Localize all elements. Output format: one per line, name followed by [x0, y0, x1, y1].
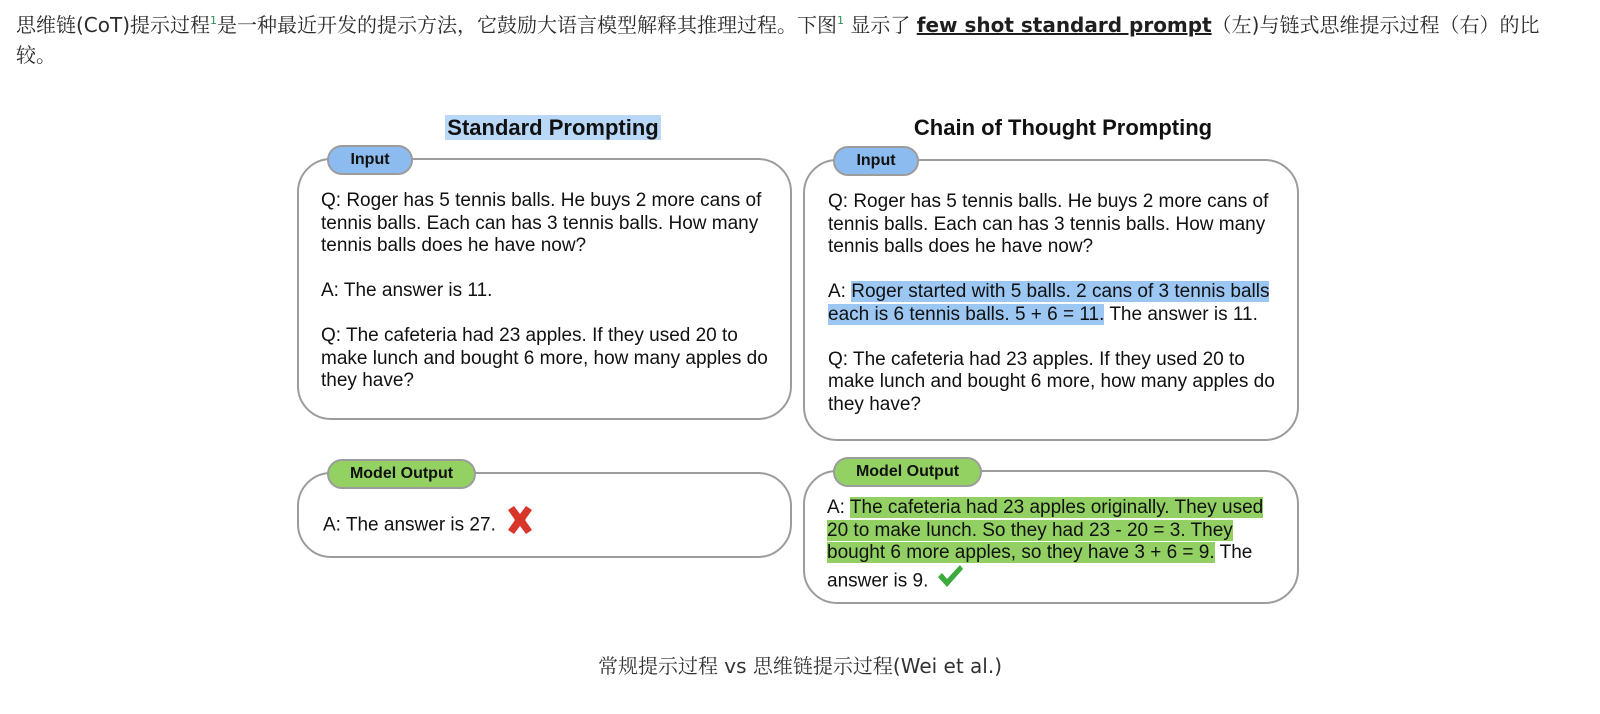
footnote-ref-2[interactable]: 1 [837, 14, 845, 27]
standard-q2: Q: The cafeteria had 23 apples. If they used 20 to make lunch and bought 6 more, how many apples do they have? [321, 325, 768, 391]
check-icon [936, 563, 964, 596]
standard-a1: A: The answer is 11. [321, 280, 493, 301]
standard-output-label: Model Output [327, 459, 476, 489]
cot-output-box [803, 470, 1299, 604]
cot-title: Chain of Thought Prompting [913, 115, 1213, 140]
cot-a1-suffix: The answer is 11. [1104, 303, 1258, 325]
cot-q2: Q: The cafeteria had 23 apples. If they used 20 to make lunch and bought 6 more, how many apples do they have? [828, 348, 1275, 415]
cot-a1-reasoning: Roger started with 5 balls. 2 cans of 3 tennis balls each is 6 tennis balls. 5 + 6 = 11. [828, 281, 1270, 325]
footnote-ref-1[interactable]: 1 [210, 14, 218, 27]
standard-output-text: A: The answer is 27. [323, 514, 496, 536]
cross-icon [504, 504, 536, 543]
cot-input-label: Input [833, 146, 919, 176]
cot-input-box [803, 159, 1299, 441]
standard-title-text: Standard Prompting [447, 115, 659, 140]
cot-a1-prefix: A: [828, 281, 852, 302]
intro-text-1: 思维链(CoT)提示过程 [16, 13, 211, 37]
standard-input-label: Input [327, 145, 413, 175]
intro-text-2: 是一种最近开发的提示方法，它鼓励大语言模型解释其推理过程。下图 [217, 13, 838, 37]
cot-output-prefix: A: [827, 497, 850, 518]
standard-q1: Q: Roger has 5 tennis balls. He buys 2 more cans of tennis balls. Each can has 3 tennis balls. How many tennis balls does he have now? [321, 190, 762, 256]
intro-text-4: （左)与链式思维提示过程（右）的比较。 [16, 13, 1540, 67]
figure-caption: 常规提示过程 vs 思维链提示过程(Wei et al.) [597, 654, 1003, 678]
cot-output-reasoning: The cafeteria had 23 apples originally. They used 20 to make lunch. So they had 23 - 20 = 3. They bought 6 more apples, so they have 3 + 6 = 9. [827, 497, 1264, 563]
cot-output-suffix: The answer is 9. [827, 542, 1253, 591]
standard-title [303, 115, 803, 141]
cot-q1: Q: Roger has 5 tennis balls. He buys 2 more cans of tennis balls. Each can has 3 tennis balls. How many tennis balls does he have now? [828, 191, 1269, 257]
cot-output-label: Model Output [833, 457, 982, 487]
cot-a1 [828, 281, 1277, 326]
few-shot-link[interactable]: few shot standard prompt [916, 13, 1212, 37]
intro-paragraph [16, 10, 1576, 70]
standard-input-box [297, 158, 792, 420]
intro-text-3: 显示了 [844, 13, 917, 37]
